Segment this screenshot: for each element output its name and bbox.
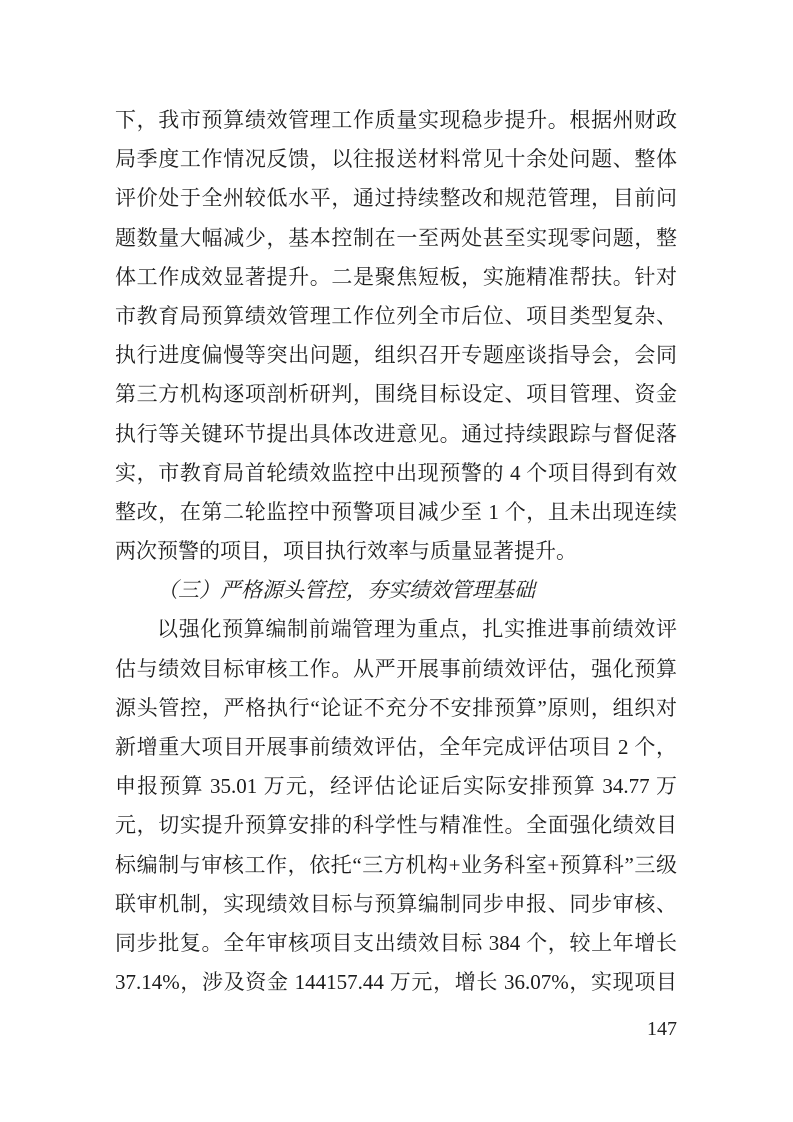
text-line: 市教育局预算绩效管理工作位列全市后位、项目类型复杂、 [115, 303, 677, 328]
text-line: 申报预算 35.01 万元，经评估论证后实际安排预算 34.77 万 [115, 774, 677, 799]
section-heading: （三）严格源头管控，夯实绩效管理基础 [157, 578, 535, 603]
text-line: 元，切实提升预算安排的科学性与精准性。全面强化绩效目 [115, 813, 677, 838]
text-line: 源头管控，严格执行“论证不充分不安排预算”原则，组织对 [115, 695, 677, 720]
text-line: 联审机制，实现绩效目标与预算编制同步申报、同步审核、 [115, 891, 677, 916]
text-line: 执行进度偏慢等突出问题，组织召开专题座谈指导会，会同 [115, 343, 677, 368]
text-line: 以强化预算编制前端管理为重点，扎实推进事前绩效评 [157, 617, 677, 642]
text-body [115, 101, 677, 1002]
text-line: 局季度工作情况反馈，以往报送材料常见十余处问题、整体 [115, 147, 677, 172]
text-line: 评价处于全州较低水平，通过持续整改和规范管理，目前问 [115, 186, 677, 211]
text-line: 新增重大项目开展事前绩效评估，全年完成评估项目 2 个， [115, 735, 677, 759]
page-number: 147 [647, 1018, 677, 1040]
text-line: 题数量大幅减少，基本控制在一至两处甚至实现零问题，整 [115, 225, 677, 250]
text-line: 标编制与审核工作，依托“三方机构+业务科室+预算科”三级 [115, 852, 677, 877]
text-line: 执行等关键环节提出具体改进意见。通过持续跟踪与督促落 [115, 421, 677, 446]
text-line: 实，市教育局首轮绩效监控中出现预警的 4 个项目得到有效 [115, 460, 677, 485]
text-line: 第三方机构逐项剖析研判，围绕目标设定、项目管理、资金 [115, 382, 677, 407]
text-line: 估与绩效目标审核工作。从严开展事前绩效评估，强化预算 [115, 656, 677, 681]
text-line: 37.14%，涉及资金 144157.44 万元，增长 36.07%，实现项目 [115, 970, 677, 995]
text-line: 整改，在第二轮监控中预警项目减少至 1 个，且未出现连续 [115, 499, 677, 524]
text-line: 下，我市预算绩效管理工作质量实现稳步提升。根据州财政 [115, 108, 677, 132]
text-line: 体工作成效显著提升。二是聚焦短板，实施精准帮扶。针对 [115, 264, 677, 289]
text-line: 两次预警的项目，项目执行效率与质量显著提升。 [115, 539, 577, 564]
text-line: 同步批复。全年审核项目支出绩效目标 384 个，较上年增长 [115, 930, 677, 955]
